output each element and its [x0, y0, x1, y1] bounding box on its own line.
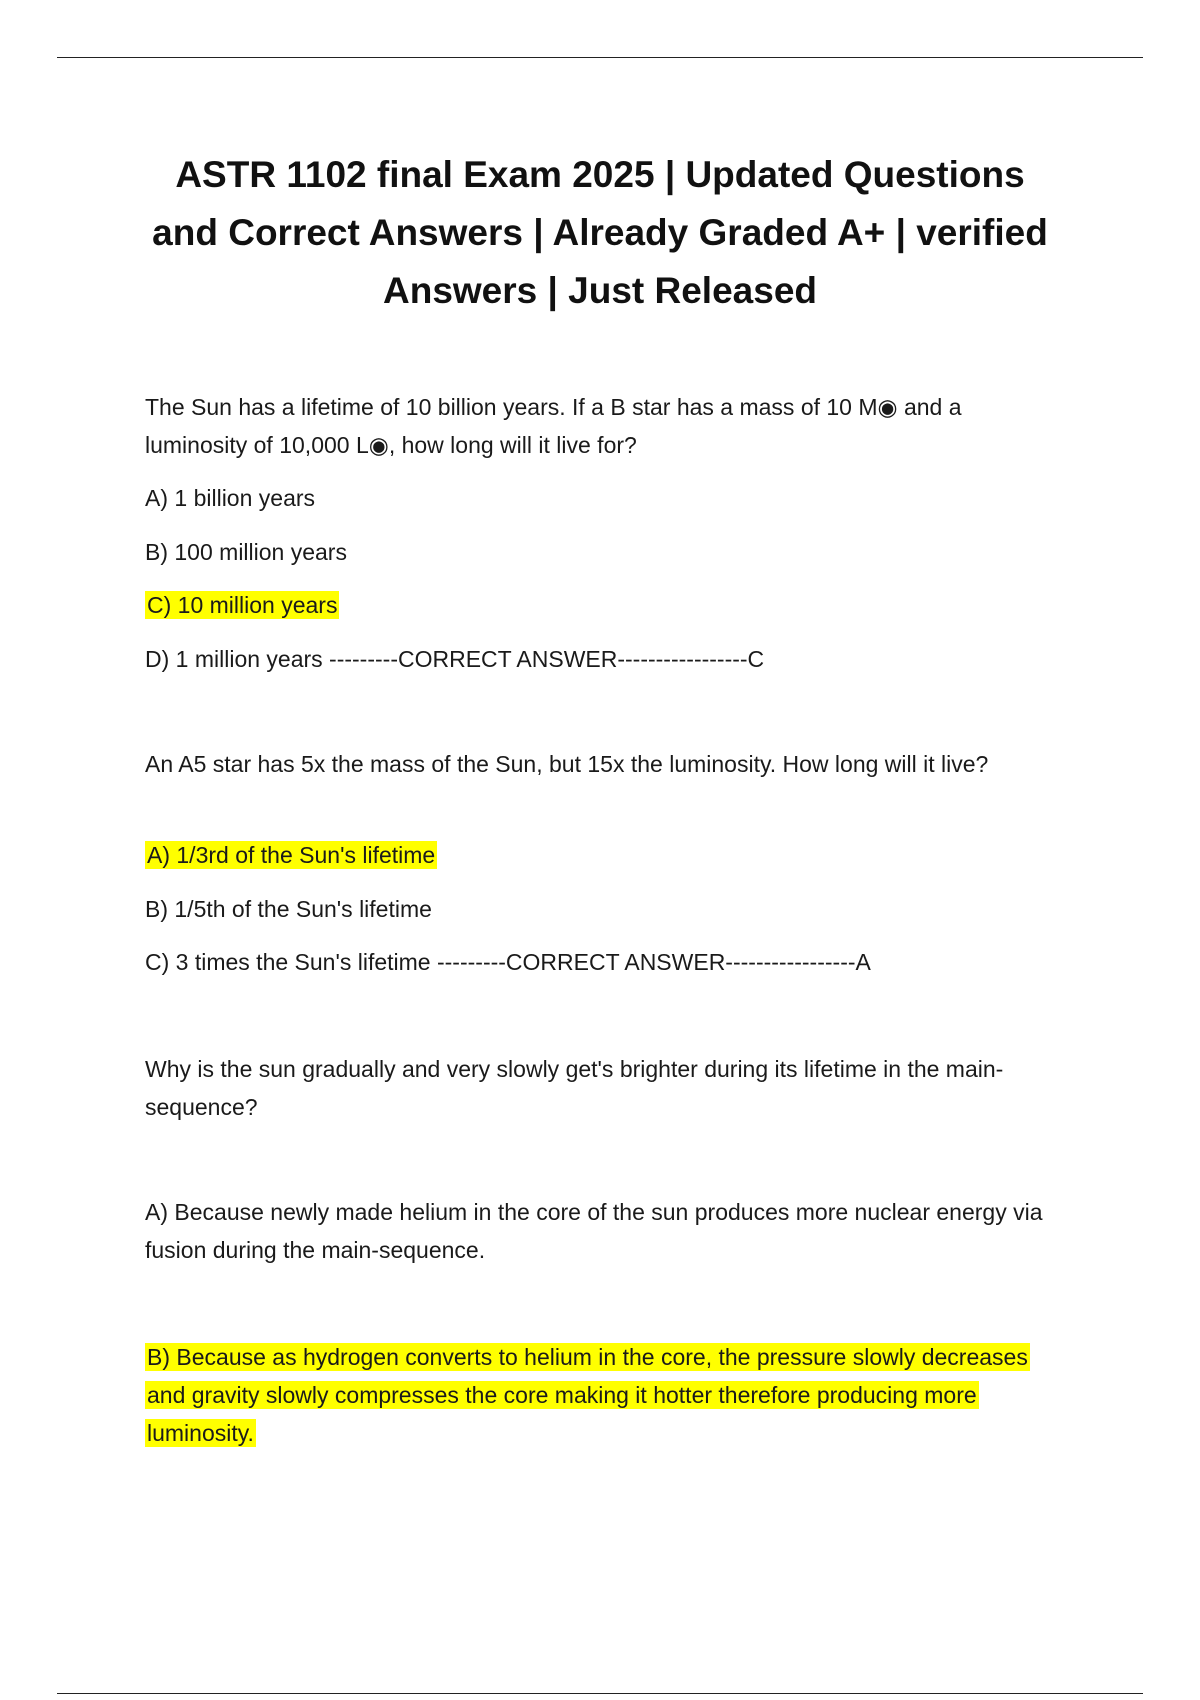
question-2-prompt: An A5 star has 5x the mass of the Sun, but 15x the luminosity. How long will it live? [145, 751, 989, 777]
question-1-option-a: A) 1 billion years [145, 485, 316, 511]
question-2-option-c: C) 3 times the Sun's lifetime ---------CORRECT ANSWER-----------------A [145, 949, 871, 975]
document-title: ASTR 1102 final Exam 2025 | Updated Questions and Correct Answers | Already Graded A+ | verified Answers | Just Released [152, 154, 1048, 311]
question-1-option-b: B) 100 million years [145, 539, 347, 565]
question-3-prompt: Why is the sun gradually and very slowly get's brighter during its lifetime in the main-sequence? [145, 1056, 1004, 1120]
question-1-option-c-highlighted: C) 10 million years [147, 592, 338, 618]
question-1-prompt: The Sun has a lifetime of 10 billion years. If a B star has a mass of 10 M◉ and a luminosity of 10,000 L◉, how long will it live for? [145, 394, 962, 458]
question-1-option-d: D) 1 million years ---------CORRECT ANSWER-----------------C [145, 646, 765, 672]
question-2-option-b: B) 1/5th of the Sun's lifetime [145, 896, 432, 922]
top-divider [57, 57, 1143, 58]
question-3-option-b-highlighted: B) Because as hydrogen converts to helium in the core, the pressure slowly decreases and gravity slowly compresses the core making it hotter therefore producing more luminosity. [147, 1344, 1028, 1446]
question-2-option-a-highlighted: A) 1/3rd of the Sun's lifetime [147, 842, 436, 868]
question-3-option-a: A) Because newly made helium in the core of the sun produces more nuclear energy via fusion during the main-sequence. [145, 1199, 1043, 1263]
bottom-divider [57, 1693, 1143, 1694]
